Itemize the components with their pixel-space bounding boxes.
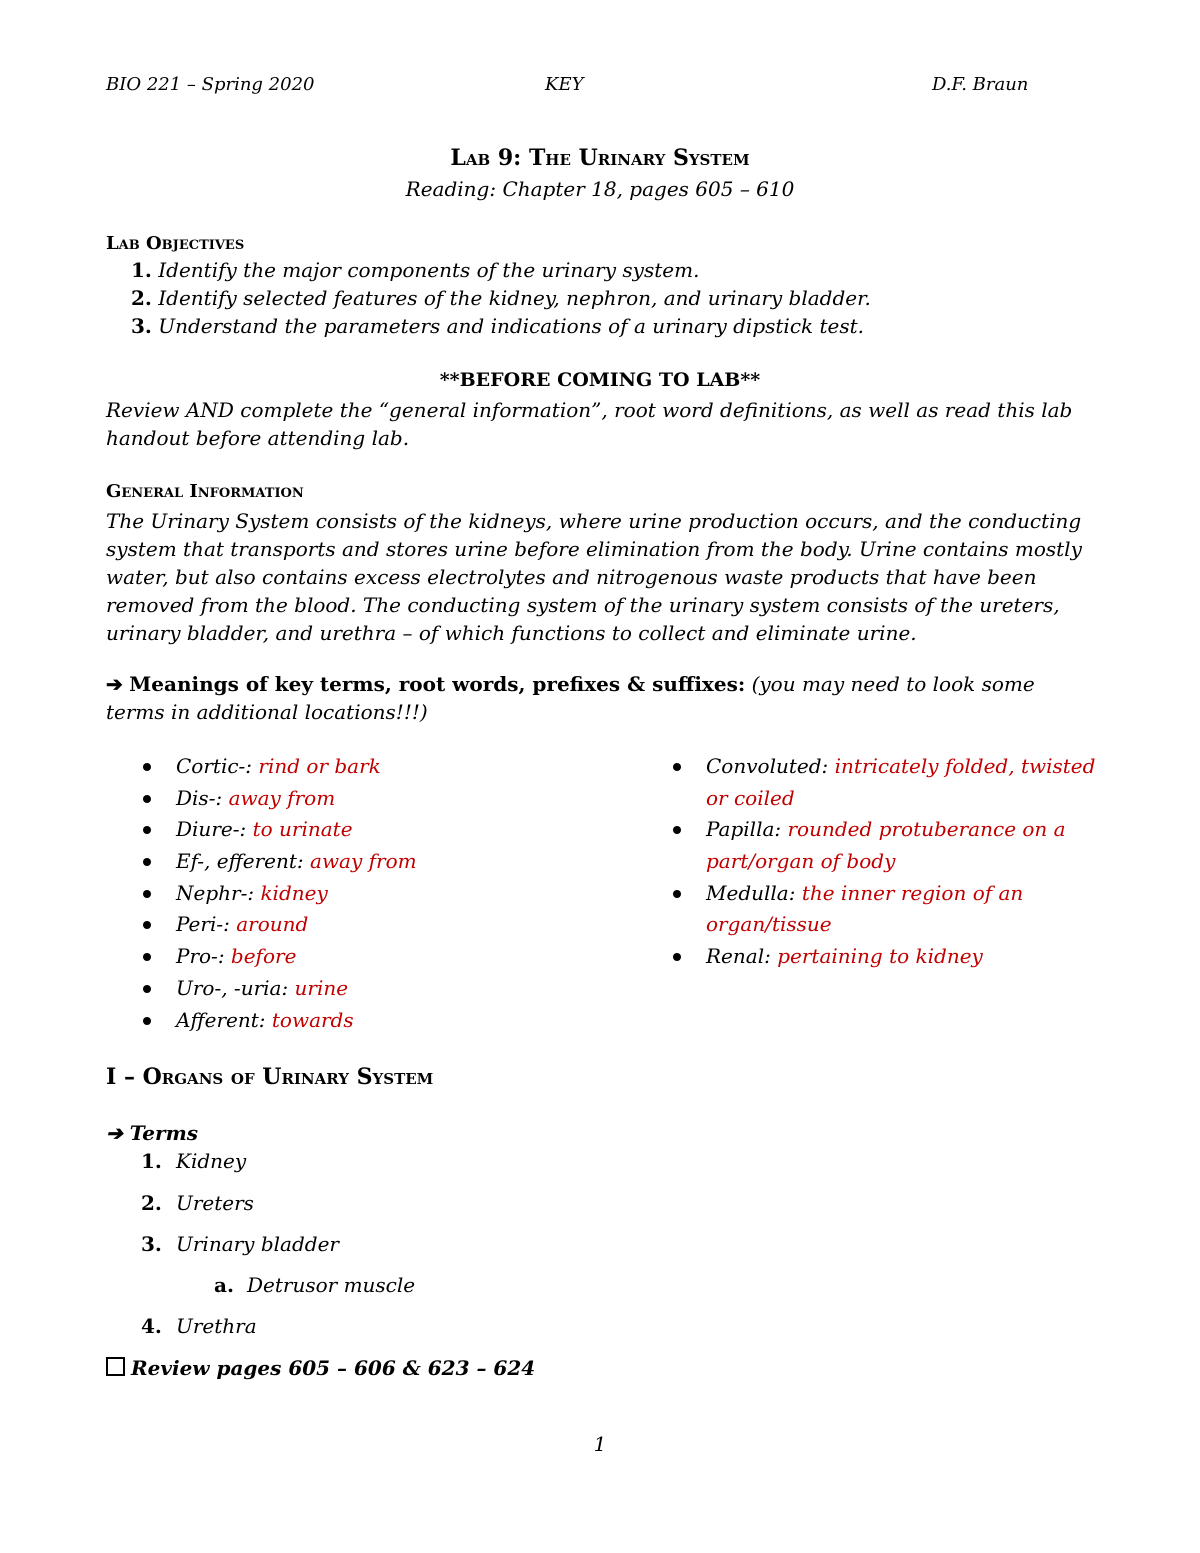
term-label: Medulla: bbox=[706, 881, 796, 905]
section-heading: I – Organs of Urinary System bbox=[106, 1064, 434, 1090]
bullet-icon bbox=[143, 953, 151, 961]
list-item bbox=[176, 754, 381, 778]
term-definition: urine bbox=[294, 976, 349, 1000]
list-item bbox=[176, 817, 353, 841]
before-lab-heading: **BEFORE COMING TO LAB** bbox=[439, 369, 761, 391]
term-label: Ef-, efferent: bbox=[176, 849, 304, 873]
list-item bbox=[141, 1149, 246, 1173]
objective-number: 3. bbox=[131, 314, 152, 338]
header-key: KEY bbox=[545, 74, 584, 95]
item-number: a. bbox=[214, 1273, 234, 1297]
meanings-heading: Meanings of key terms, root words, prefixes & suffixes: bbox=[129, 672, 746, 696]
list-item bbox=[176, 881, 328, 905]
list-item bbox=[176, 912, 308, 936]
list-item bbox=[706, 881, 1023, 905]
term-definition: pertaining to kidney bbox=[777, 944, 983, 968]
objective-item bbox=[131, 258, 699, 282]
objective-number: 2. bbox=[131, 286, 152, 310]
term-label: Diure-: bbox=[176, 817, 247, 841]
item-text: Urethra bbox=[176, 1314, 257, 1338]
term-label: Afferent: bbox=[176, 1008, 266, 1032]
list-item bbox=[176, 849, 417, 873]
bullet-icon bbox=[143, 826, 151, 834]
header-author: D.F. Braun bbox=[932, 74, 1029, 95]
list-item bbox=[706, 817, 1066, 841]
bullet-icon bbox=[143, 858, 151, 866]
term-definition-cont: part/organ of body bbox=[706, 849, 896, 873]
term-definition: before bbox=[230, 944, 297, 968]
bullet-icon bbox=[143, 1017, 151, 1025]
bullet-icon bbox=[143, 795, 151, 803]
page-title: Lab 9: The Urinary System bbox=[450, 145, 750, 171]
review-text: Review pages 605 – 606 & 623 – 624 bbox=[131, 1356, 536, 1380]
list-item bbox=[141, 1232, 339, 1256]
item-text: Kidney bbox=[176, 1149, 247, 1173]
checkbox-icon bbox=[106, 1357, 125, 1376]
bullet-icon bbox=[143, 763, 151, 771]
term-definition: rind or bark bbox=[258, 754, 381, 778]
term-definition: away from bbox=[228, 786, 336, 810]
list-item bbox=[176, 786, 335, 810]
objective-item bbox=[131, 286, 871, 310]
term-definition: to urinate bbox=[252, 817, 353, 841]
objective-number: 1. bbox=[131, 258, 152, 282]
item-number: 3. bbox=[141, 1232, 162, 1256]
term-label: Uro-, -uria: bbox=[176, 976, 289, 1000]
reading-assignment: Reading: Chapter 18, pages 605 – 610 bbox=[405, 177, 795, 201]
bullet-icon bbox=[143, 985, 151, 993]
term-definition-cont: or coiled bbox=[706, 786, 795, 810]
item-number: 2. bbox=[141, 1191, 162, 1215]
objective-text: Identify selected features of the kidney, nephron, and urinary bladder. bbox=[158, 286, 871, 310]
bullet-icon bbox=[143, 890, 151, 898]
term-label: Peri-: bbox=[176, 912, 230, 936]
general-info-text: The Urinary System consists of the kidneys, where urine production occurs, and the conducting system that transports and stores urine before elimination from the body. Urine contains mostly water, but also contains excess electrolytes and nitrogenous waste products that have been removed from the blood. The conducting system of the urinary system consists of the ureters, urinary bladder, and urethra – of which functions to collect and eliminate urine. bbox=[106, 509, 1082, 645]
list-item bbox=[141, 1191, 254, 1215]
term-definition: towards bbox=[271, 1008, 354, 1032]
term-label: Dis-: bbox=[176, 786, 223, 810]
term-definition: around bbox=[236, 912, 309, 936]
header-course: BIO 221 – Spring 2020 bbox=[106, 74, 315, 95]
list-item bbox=[176, 976, 348, 1000]
item-text: Urinary bladder bbox=[176, 1232, 339, 1256]
term-label: Cortic-: bbox=[176, 754, 253, 778]
term-definition: kidney bbox=[260, 881, 328, 905]
list-item bbox=[214, 1273, 415, 1297]
meanings-note: (you may need to look some terms in additional locations!!!) bbox=[106, 672, 1035, 724]
objectives-heading: Lab Objectives bbox=[106, 233, 245, 254]
bullet-icon bbox=[673, 890, 681, 898]
item-number: 4. bbox=[141, 1314, 162, 1338]
arrow-icon: ➔ bbox=[106, 672, 123, 696]
term-label: Pro-: bbox=[176, 944, 225, 968]
meanings-intro bbox=[106, 670, 1096, 726]
item-text: Detrusor muscle bbox=[247, 1273, 416, 1297]
bullet-icon bbox=[673, 763, 681, 771]
objective-text: Identify the major components of the urinary system. bbox=[158, 258, 700, 282]
list-item bbox=[176, 944, 296, 968]
bullet-icon bbox=[143, 921, 151, 929]
page-number: 1 bbox=[593, 1432, 607, 1456]
term-definition-cont: organ/tissue bbox=[706, 912, 832, 936]
term-label: Renal: bbox=[706, 944, 771, 968]
review-line bbox=[106, 1356, 535, 1380]
term-label: Papilla: bbox=[706, 817, 782, 841]
term-definition: the inner region of an bbox=[801, 881, 1024, 905]
list-item bbox=[706, 944, 983, 968]
list-item bbox=[141, 1314, 257, 1338]
terms-heading: ➔ Terms bbox=[106, 1121, 198, 1145]
term-label: Convoluted: bbox=[706, 754, 829, 778]
item-number: 1. bbox=[141, 1149, 162, 1173]
before-lab-text: Review AND complete the “general information”, root word definitions, as well as read this lab handout before attending lab. bbox=[106, 398, 1073, 450]
list-item bbox=[176, 1008, 354, 1032]
bullet-icon bbox=[673, 953, 681, 961]
list-item bbox=[706, 754, 1095, 778]
item-text: Ureters bbox=[176, 1191, 254, 1215]
general-info-heading: General Information bbox=[106, 481, 304, 502]
objective-item bbox=[131, 314, 864, 338]
term-definition: intricately folded, twisted bbox=[834, 754, 1096, 778]
term-definition: away from bbox=[310, 849, 417, 873]
term-definition: rounded protuberance on a bbox=[787, 817, 1066, 841]
bullet-icon bbox=[673, 826, 681, 834]
term-label: Nephr-: bbox=[176, 881, 255, 905]
objective-text: Understand the parameters and indications of a urinary dipstick test. bbox=[158, 314, 865, 338]
